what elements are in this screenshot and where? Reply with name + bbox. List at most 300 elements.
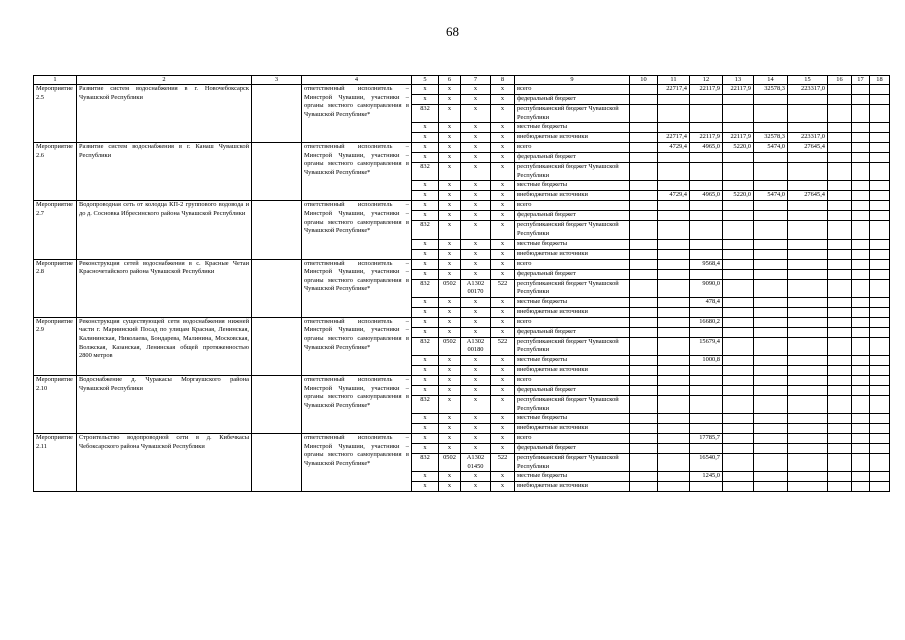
budget-code-cell: x xyxy=(439,424,461,434)
budget-code-cell: x xyxy=(461,181,491,191)
budget-code-cell: x xyxy=(439,317,461,327)
empty-cell xyxy=(870,355,890,365)
measure-name: Развитие систем водоснабжения в г. Канаш Чувашской Республики xyxy=(77,143,252,201)
amount-cell xyxy=(690,327,723,337)
empty-cell xyxy=(828,472,852,482)
amount-cell: 223317,0 xyxy=(788,133,828,143)
funding-source: всего xyxy=(515,143,630,153)
amount-cell xyxy=(754,163,788,181)
amount-cell xyxy=(658,95,690,105)
empty-cell xyxy=(630,105,658,123)
budget-code-cell: x xyxy=(491,85,515,95)
empty-cell xyxy=(870,181,890,191)
amount-cell xyxy=(723,239,754,249)
column-number: 17 xyxy=(852,76,870,85)
amount-cell: 16680,2 xyxy=(690,317,723,327)
budget-code-cell: 0502 xyxy=(439,279,461,297)
budget-code-cell: x xyxy=(461,153,491,163)
budget-code-cell: x xyxy=(412,249,439,259)
empty-cell xyxy=(828,327,852,337)
amount-cell xyxy=(754,181,788,191)
budget-code-cell: x xyxy=(412,444,439,454)
budget-code-cell: x xyxy=(491,297,515,307)
column-number: 15 xyxy=(788,76,828,85)
budget-code-cell: x xyxy=(439,355,461,365)
empty-cell xyxy=(630,201,658,211)
empty-cell xyxy=(630,355,658,365)
column-number: 6 xyxy=(439,76,461,85)
budget-code-cell: x xyxy=(491,414,515,424)
empty-cell xyxy=(828,395,852,413)
amount-cell xyxy=(788,181,828,191)
measure-id: Мероприятие 2.10 xyxy=(34,375,77,433)
funding-source: федеральный бюджет xyxy=(515,95,630,105)
amount-cell xyxy=(754,414,788,424)
amount-cell xyxy=(754,337,788,355)
empty-cell xyxy=(630,327,658,337)
empty-cell xyxy=(870,221,890,239)
amount-cell xyxy=(788,482,828,492)
amount-cell xyxy=(658,327,690,337)
amount-cell xyxy=(754,105,788,123)
budget-code-cell: x xyxy=(412,424,439,434)
funding-source: внебюджетные источники xyxy=(515,424,630,434)
amount-cell xyxy=(723,221,754,239)
funding-source: федеральный бюджет xyxy=(515,153,630,163)
empty-cell xyxy=(828,385,852,395)
empty-cell xyxy=(630,123,658,133)
amount-cell xyxy=(788,153,828,163)
amount-cell xyxy=(658,153,690,163)
empty-cell xyxy=(630,454,658,472)
amount-cell xyxy=(723,424,754,434)
responsible-executor: ответственный исполнитель – Минстрой Чувашии, участники – органы местного самоуправления в Чувашской Республике* xyxy=(302,259,412,317)
amount-cell xyxy=(658,269,690,279)
budget-code-cell: x xyxy=(461,239,491,249)
budget-code-cell: x xyxy=(491,221,515,239)
amount-cell xyxy=(754,221,788,239)
budget-code-cell: x xyxy=(439,239,461,249)
budget-code-cell: x xyxy=(461,307,491,317)
amount-cell xyxy=(658,163,690,181)
amount-cell xyxy=(754,444,788,454)
empty-cell xyxy=(852,95,870,105)
amount-cell xyxy=(723,454,754,472)
amount-cell xyxy=(658,201,690,211)
column-number: 3 xyxy=(252,76,302,85)
amount-cell xyxy=(690,444,723,454)
budget-code-cell: x xyxy=(461,472,491,482)
amount-cell xyxy=(754,249,788,259)
empty-cell xyxy=(630,133,658,143)
amount-cell: 22717,4 xyxy=(658,133,690,143)
empty-cell xyxy=(252,317,302,375)
amount-cell: 223317,0 xyxy=(788,85,828,95)
budget-code-cell: x xyxy=(491,239,515,249)
empty-cell xyxy=(870,385,890,395)
empty-cell xyxy=(828,181,852,191)
budget-code-cell: x xyxy=(412,307,439,317)
budget-code-cell: 832 xyxy=(412,337,439,355)
amount-cell xyxy=(723,211,754,221)
empty-cell xyxy=(828,355,852,365)
empty-cell xyxy=(630,181,658,191)
budget-code-cell: x xyxy=(412,375,439,385)
amount-cell xyxy=(723,327,754,337)
amount-cell: 17785,7 xyxy=(690,434,723,444)
empty-cell xyxy=(870,105,890,123)
amount-cell: 4965,0 xyxy=(690,191,723,201)
funding-source: республиканский бюджет Чувашской Республики xyxy=(515,105,630,123)
amount-cell xyxy=(788,454,828,472)
amount-cell xyxy=(754,153,788,163)
amount-cell xyxy=(788,297,828,307)
amount-cell xyxy=(723,365,754,375)
measure-id: Мероприятие 2.8 xyxy=(34,259,77,317)
empty-cell xyxy=(630,153,658,163)
budget-code-cell: x xyxy=(491,249,515,259)
budget-code-cell: x xyxy=(491,375,515,385)
empty-cell xyxy=(828,221,852,239)
budget-code-cell: x xyxy=(412,123,439,133)
budget-code-cell: x xyxy=(439,211,461,221)
funding-source: республиканский бюджет Чувашской Республики xyxy=(515,163,630,181)
column-number: 5 xyxy=(412,76,439,85)
empty-cell xyxy=(828,297,852,307)
funding-source: внебюджетные источники xyxy=(515,307,630,317)
budget-code-cell: x xyxy=(461,133,491,143)
budget-code-cell: 832 xyxy=(412,395,439,413)
empty-cell xyxy=(630,143,658,153)
amount-cell xyxy=(754,454,788,472)
funding-source: федеральный бюджет xyxy=(515,211,630,221)
funding-source: всего xyxy=(515,85,630,95)
amount-cell xyxy=(690,181,723,191)
budget-code-cell: x xyxy=(491,123,515,133)
amount-cell xyxy=(658,454,690,472)
budget-code-cell: 832 xyxy=(412,279,439,297)
amount-cell xyxy=(690,249,723,259)
column-number: 1 xyxy=(34,76,77,85)
empty-cell xyxy=(870,95,890,105)
budget-code-cell: x xyxy=(412,211,439,221)
page-number: 68 xyxy=(446,24,459,39)
budget-code-cell: x xyxy=(461,259,491,269)
empty-cell xyxy=(870,375,890,385)
empty-cell xyxy=(630,211,658,221)
empty-cell xyxy=(828,85,852,95)
empty-cell xyxy=(870,307,890,317)
empty-cell xyxy=(828,133,852,143)
amount-cell xyxy=(690,365,723,375)
empty-cell xyxy=(870,297,890,307)
empty-cell xyxy=(828,153,852,163)
amount-cell xyxy=(723,249,754,259)
budget-code-cell: x xyxy=(461,191,491,201)
budget-code-cell: x xyxy=(491,307,515,317)
budget-code-cell: x xyxy=(461,85,491,95)
column-number: 8 xyxy=(491,76,515,85)
budget-code-cell: x xyxy=(461,269,491,279)
empty-cell xyxy=(852,317,870,327)
amount-cell xyxy=(690,123,723,133)
amount-cell xyxy=(658,414,690,424)
budget-code-cell: x xyxy=(412,143,439,153)
empty-cell xyxy=(630,472,658,482)
budget-code-cell: x xyxy=(439,434,461,444)
amount-cell xyxy=(690,95,723,105)
measure-id: Мероприятие 2.11 xyxy=(34,434,77,492)
budget-code-cell: x xyxy=(461,95,491,105)
measure-name: Реконструкция сетей водоснабжения в с. Красные Четаи Красночетайского района Чувашской Республики xyxy=(77,259,252,317)
empty-cell xyxy=(852,385,870,395)
amount-cell xyxy=(658,239,690,249)
empty-cell xyxy=(870,239,890,249)
empty-cell xyxy=(852,395,870,413)
budget-code-cell: x xyxy=(439,414,461,424)
budget-code-cell: x xyxy=(412,181,439,191)
empty-cell xyxy=(828,269,852,279)
amount-cell xyxy=(754,424,788,434)
budget-code-cell: x xyxy=(412,153,439,163)
amount-cell xyxy=(754,211,788,221)
budget-code-cell: x xyxy=(439,163,461,181)
empty-cell xyxy=(630,424,658,434)
budget-code-cell: 832 xyxy=(412,163,439,181)
amount-cell xyxy=(658,444,690,454)
funding-table xyxy=(33,75,890,492)
empty-cell xyxy=(852,327,870,337)
funding-source: республиканский бюджет Чувашской Республики xyxy=(515,395,630,413)
empty-cell xyxy=(852,482,870,492)
amount-cell xyxy=(723,434,754,444)
budget-code-cell: x xyxy=(461,424,491,434)
budget-code-cell: x xyxy=(439,375,461,385)
funding-source: всего xyxy=(515,259,630,269)
amount-cell xyxy=(658,123,690,133)
empty-cell xyxy=(852,337,870,355)
budget-code-cell: x xyxy=(439,307,461,317)
budget-code-cell: x xyxy=(439,259,461,269)
budget-code-cell: x xyxy=(412,327,439,337)
empty-cell xyxy=(828,95,852,105)
empty-cell xyxy=(828,482,852,492)
amount-cell xyxy=(690,221,723,239)
funding-source: всего xyxy=(515,434,630,444)
amount-cell xyxy=(788,414,828,424)
amount-cell xyxy=(754,279,788,297)
empty-cell xyxy=(630,249,658,259)
budget-code-cell: x xyxy=(461,375,491,385)
funding-source: внебюджетные источники xyxy=(515,133,630,143)
budget-code-cell: x xyxy=(439,444,461,454)
empty-cell xyxy=(870,153,890,163)
empty-cell xyxy=(852,307,870,317)
empty-cell xyxy=(870,444,890,454)
budget-code-cell: x xyxy=(439,123,461,133)
empty-cell xyxy=(870,454,890,472)
empty-cell xyxy=(852,123,870,133)
empty-cell xyxy=(870,133,890,143)
budget-code-cell: x xyxy=(412,201,439,211)
amount-cell xyxy=(658,279,690,297)
amount-cell xyxy=(788,355,828,365)
column-number: 12 xyxy=(690,76,723,85)
amount-cell: 4729,4 xyxy=(658,191,690,201)
budget-code-cell: x xyxy=(412,365,439,375)
empty-cell xyxy=(828,279,852,297)
budget-code-cell: 832 xyxy=(412,221,439,239)
empty-cell xyxy=(870,482,890,492)
empty-cell xyxy=(828,444,852,454)
amount-cell: 22117,9 xyxy=(690,85,723,95)
funding-source: республиканский бюджет Чувашской Республики xyxy=(515,337,630,355)
empty-cell xyxy=(630,95,658,105)
amount-cell xyxy=(754,269,788,279)
budget-code-cell: x xyxy=(439,385,461,395)
column-number: 4 xyxy=(302,76,412,85)
budget-code-cell: x xyxy=(412,269,439,279)
responsible-executor: ответственный исполнитель – Минстрой Чувашии, участники – органы местного самоуправления в Чувашской Республике* xyxy=(302,375,412,433)
empty-cell xyxy=(828,239,852,249)
empty-cell xyxy=(852,105,870,123)
budget-code-cell: x xyxy=(439,482,461,492)
empty-cell xyxy=(852,434,870,444)
empty-cell xyxy=(630,221,658,239)
empty-cell xyxy=(870,123,890,133)
empty-cell xyxy=(252,434,302,492)
column-number: 16 xyxy=(828,76,852,85)
amount-cell: 1000,8 xyxy=(690,355,723,365)
table-row xyxy=(34,85,890,95)
empty-cell xyxy=(870,414,890,424)
amount-cell xyxy=(788,317,828,327)
budget-code-cell: x xyxy=(412,385,439,395)
empty-cell xyxy=(852,85,870,95)
empty-cell xyxy=(252,85,302,143)
empty-cell xyxy=(828,191,852,201)
amount-cell xyxy=(754,259,788,269)
measure-id: Мероприятие 2.9 xyxy=(34,317,77,375)
amount-cell xyxy=(788,365,828,375)
amount-cell xyxy=(658,259,690,269)
amount-cell xyxy=(690,395,723,413)
amount-cell xyxy=(723,444,754,454)
empty-cell xyxy=(852,239,870,249)
amount-cell xyxy=(788,259,828,269)
empty-cell xyxy=(630,375,658,385)
budget-code-cell: x xyxy=(439,269,461,279)
measure-id: Мероприятие 2.5 xyxy=(34,85,77,143)
amount-cell: 9568,4 xyxy=(690,259,723,269)
funding-source: республиканский бюджет Чувашской Республики xyxy=(515,454,630,472)
amount-cell xyxy=(658,482,690,492)
budget-code-cell: x xyxy=(439,327,461,337)
amount-cell xyxy=(690,269,723,279)
empty-cell xyxy=(252,201,302,259)
empty-cell xyxy=(870,211,890,221)
budget-code-cell: x xyxy=(461,221,491,239)
column-number-row xyxy=(34,76,890,85)
column-number: 18 xyxy=(870,76,890,85)
amount-cell xyxy=(723,153,754,163)
amount-cell xyxy=(788,105,828,123)
amount-cell xyxy=(690,414,723,424)
amount-cell xyxy=(754,297,788,307)
budget-code-cell: x xyxy=(439,105,461,123)
column-number: 7 xyxy=(461,76,491,85)
funding-source: внебюджетные источники xyxy=(515,191,630,201)
empty-cell xyxy=(852,143,870,153)
empty-cell xyxy=(852,221,870,239)
amount-cell: 22717,4 xyxy=(658,85,690,95)
budget-code-cell: x xyxy=(461,201,491,211)
amount-cell: 32578,3 xyxy=(754,133,788,143)
amount-cell xyxy=(658,472,690,482)
budget-code-cell: x xyxy=(461,123,491,133)
amount-cell xyxy=(788,424,828,434)
funding-source: внебюджетные источники xyxy=(515,482,630,492)
budget-code-cell: x xyxy=(491,95,515,105)
budget-code-cell: x xyxy=(491,259,515,269)
empty-cell xyxy=(870,327,890,337)
budget-code-cell: x xyxy=(491,365,515,375)
budget-code-cell: А1302 00180 xyxy=(461,337,491,355)
amount-cell xyxy=(690,424,723,434)
empty-cell xyxy=(630,269,658,279)
empty-cell xyxy=(852,472,870,482)
amount-cell xyxy=(723,395,754,413)
empty-cell xyxy=(630,163,658,181)
empty-cell xyxy=(630,337,658,355)
funding-source: внебюджетные источники xyxy=(515,249,630,259)
budget-code-cell: 832 xyxy=(412,454,439,472)
budget-code-cell: x xyxy=(412,85,439,95)
amount-cell xyxy=(754,123,788,133)
budget-code-cell: А1302 01450 xyxy=(461,454,491,472)
amount-cell xyxy=(788,395,828,413)
funding-source: всего xyxy=(515,375,630,385)
amount-cell xyxy=(754,365,788,375)
empty-cell xyxy=(828,375,852,385)
budget-code-cell: x xyxy=(491,181,515,191)
budget-code-cell: x xyxy=(491,434,515,444)
amount-cell xyxy=(723,201,754,211)
amount-cell xyxy=(690,105,723,123)
table-row xyxy=(34,375,890,385)
responsible-executor: ответственный исполнитель – Минстрой Чувашии, участники – органы местного самоуправления в Чувашской Республике* xyxy=(302,143,412,201)
column-number: 9 xyxy=(515,76,630,85)
measure-id: Мероприятие 2.6 xyxy=(34,143,77,201)
empty-cell xyxy=(870,191,890,201)
empty-cell xyxy=(252,259,302,317)
amount-cell xyxy=(754,307,788,317)
empty-cell xyxy=(870,85,890,95)
amount-cell xyxy=(658,355,690,365)
funding-source: местные бюджеты xyxy=(515,472,630,482)
funding-source: федеральный бюджет xyxy=(515,385,630,395)
amount-cell xyxy=(723,105,754,123)
amount-cell xyxy=(788,307,828,317)
amount-cell xyxy=(723,385,754,395)
amount-cell: 478,4 xyxy=(690,297,723,307)
budget-code-cell: x xyxy=(491,482,515,492)
empty-cell xyxy=(828,249,852,259)
budget-code-cell: x xyxy=(461,297,491,307)
budget-code-cell: x xyxy=(412,133,439,143)
amount-cell xyxy=(658,307,690,317)
budget-code-cell: x xyxy=(461,444,491,454)
